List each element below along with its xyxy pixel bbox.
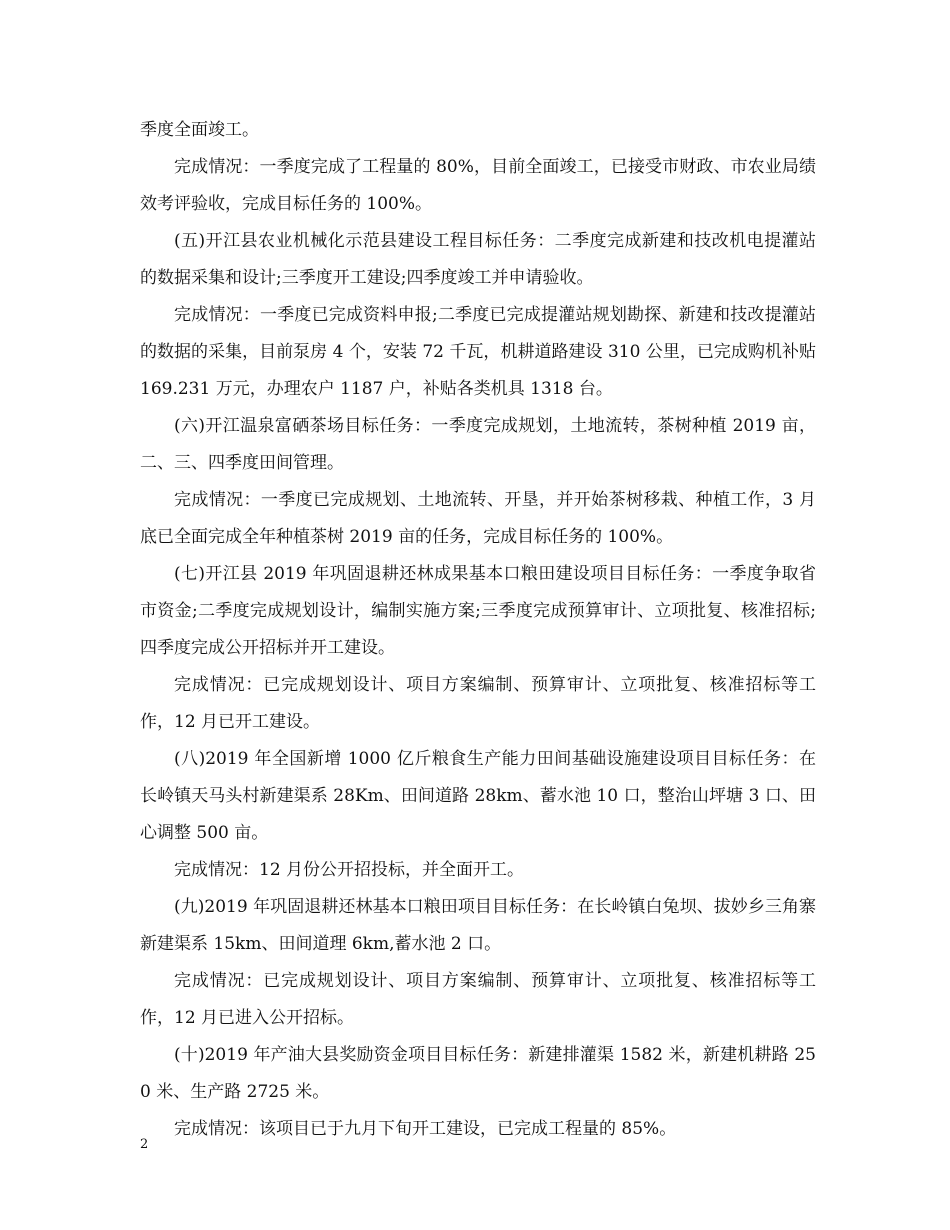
page-number: 2 — [140, 1137, 149, 1152]
paragraph-task-8: (八)2019 年全国新增 1000 亿斤粮食生产能力田间基础设施建设项目目标任务：在长岭镇天马头村新建渠系 28Km、田间道路 28km、蓄水池 10 口，整治山坪塘 3 口、田心调整 500 亩。 — [140, 749, 816, 843]
document-body — [140, 112, 816, 1148]
paragraph-task-5: (五)开江县农业机械化示范县建设工程目标任务：二季度完成新建和技改机电提灌站的数据采集和设计;三季度开工建设;四季度竣工并申请验收。 — [140, 231, 816, 288]
paragraph-completion-6: 完成情况：一季度已完成规划、土地流转、开垦，并开始茶树移栽、种植工作，3 月底已全面完成全年种植茶树 2019 亩的任务，完成目标任务的 100%。 — [140, 490, 816, 547]
paragraph-task-6: (六)开江温泉富硒茶场目标任务：一季度完成规划，土地流转，茶树种植 2019 亩，二、三、四季度田间管理。 — [140, 416, 816, 473]
paragraph-completion-5: 完成情况：一季度已完成资料申报;二季度已完成提灌站规划勘探、新建和技改提灌站的数据的采集，目前泵房 4 个，安装 72 千瓦，机耕道路建设 310 公里，已完成购机补贴 169.231 万元，办理农户 1187 户，补贴各类机具 1318 台。 — [140, 305, 816, 399]
paragraph-task-10: (十)2019 年产油大县奖励资金项目目标任务：新建排灌渠 1582 米，新建机耕路 250 米、生产路 2725 米。 — [140, 1045, 816, 1102]
paragraph-completion-10: 完成情况：该项目已于九月下旬开工建设，已完成工程量的 85%。 — [174, 1119, 677, 1139]
paragraph-task-9: (九)2019 年巩固退耕还林基本口粮田项目目标任务：在长岭镇白兔坝、拔妙乡三角寨新建渠系 15km、田间道理 6km,蓄水池 2 口。 — [140, 897, 816, 954]
paragraph-completion-4: 完成情况：一季度完成了工程量的 80%，目前全面竣工，已接受市财政、市农业局绩效考评验收，完成目标任务的 100%。 — [140, 157, 816, 214]
paragraph-continuation: 季度全面竣工。 — [140, 120, 259, 140]
paragraph-completion-8: 完成情况：12 月份公开招投标，并全面开工。 — [174, 860, 525, 880]
paragraph-completion-7: 完成情况：已完成规划设计、项目方案编制、预算审计、立项批复、核准招标等工作，12 月已开工建设。 — [140, 675, 816, 732]
paragraph-task-7: (七)开江县 2019 年巩固退耕还林成果基本口粮田建设项目目标任务：一季度争取省市资金;二季度完成规划设计，编制实施方案;三季度完成预算审计、立项批复、核准招标;四季度完成公开招标并开工建设。 — [140, 564, 816, 658]
paragraph-completion-9: 完成情况：已完成规划设计、项目方案编制、预算审计、立项批复、核准招标等工作，12 月已进入公开招标。 — [140, 971, 816, 1028]
